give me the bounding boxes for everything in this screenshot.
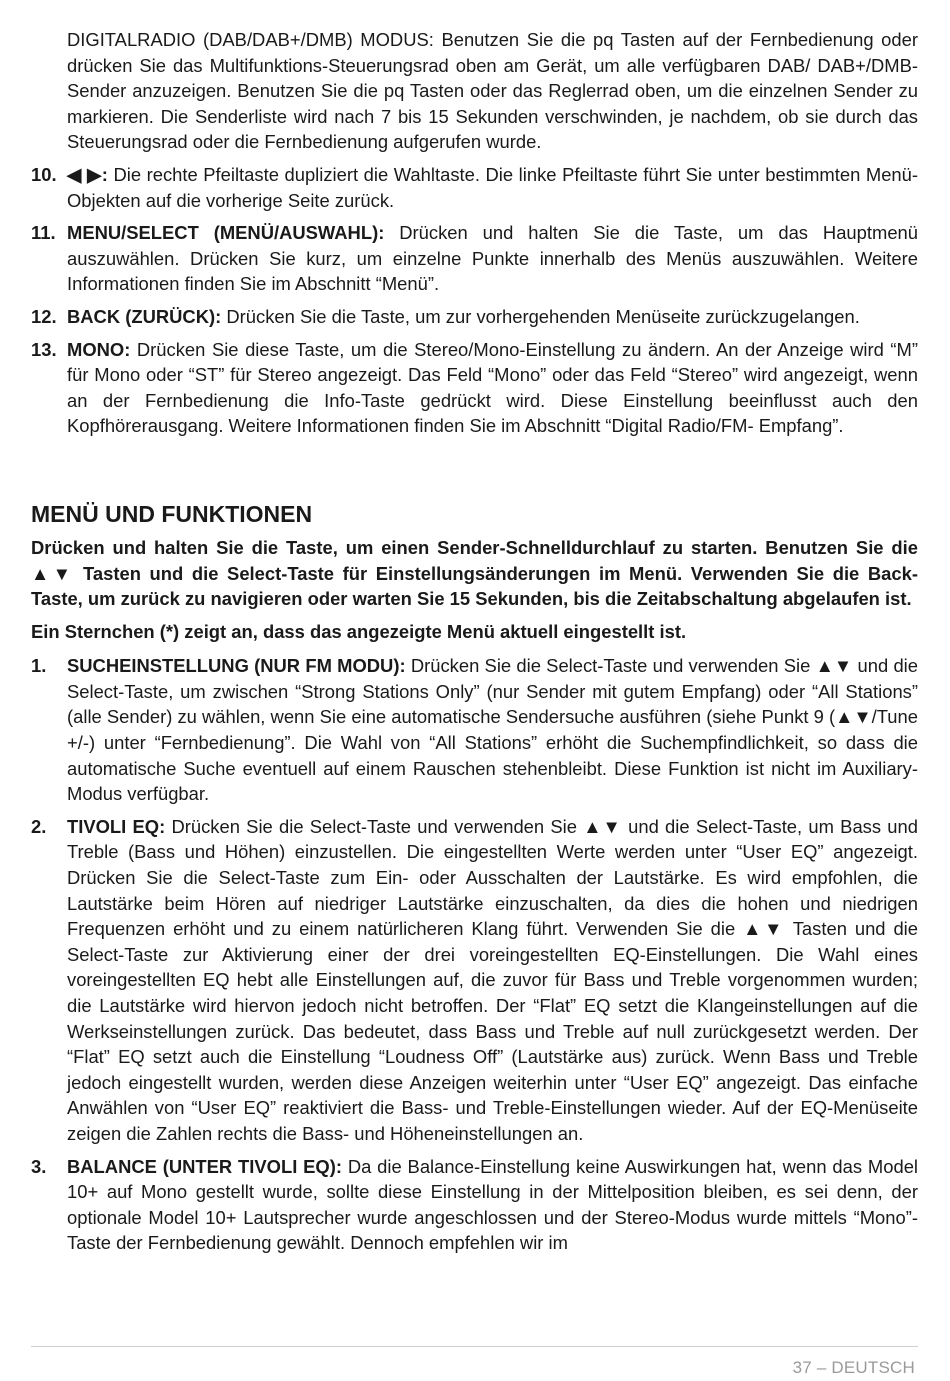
item-number: 2.	[31, 815, 47, 837]
list-menu	[31, 653, 918, 1256]
document-page	[31, 27, 918, 1263]
item-label: BALANCE (UNTER TIVOLI EQ):	[67, 1155, 342, 1177]
item-body	[67, 653, 918, 807]
item-text: Drücken Sie die Taste, um zur vorhergehenden Menüseite zurückzugelangen.	[221, 305, 860, 327]
item-number: 11.	[31, 222, 56, 244]
item-text: Drücken Sie die Select-Taste und verwenden Sie ▲▼ und die Select-Taste, um Bass und Treble (Bass und Höhen) einzustellen. Die eingestellten Werte werden unter “User EQ” angezeigt. Drücken Sie die Select-Taste zum Ein- oder Ausschalten der Lautstärke. Es wird empfohlen, die Lautstärke beim Hören auf niedriger Lautstärke einzuschalten, da dies die hohen und niedrigen Frequenzen erhöht und zu einem natürlicheren Klang führt. Verwenden Sie die ▲▼ Tasten und die Select-Taste zur Aktivierung einer der drei voreingestellten EQ-Einstellungen. Die Wahl eines voreingestellten EQ hebt alle Einstellungen auf, die zuvor für Bass und Treble vorgenommen wurden; die Lautstärke wird hiervon jedoch nicht betroffen. Der “Flat” EQ setzt die Klangeinstellungen auf die Werkseinstellungen zurück. Das bedeutet, dass Bass und Treble auf null zurückgesetzt werden. Der “Flat” EQ setzt auch die Einstellung “Loudness Off” (Lautstärke aus) zurück. Wenn Bass und Treble jedoch eingestellt wurden, werden diese Anzeigen weiterhin unter “User EQ” angezeigt. Das einfache Anwählen von “User EQ” reaktiviert die Bass- und Treble-Einstellungen wieder. Auf der EQ-Menüseite zeigen die Zahlen rechts die Bass- und Höheneinstellungen an.	[67, 815, 918, 1144]
intro-paragraph: Drücken und halten Sie die Taste, um einen Sender-Schnelldurchlauf zu starten. Benutzen Sie die ▲▼ Tasten und die Select-Taste für Einstellungsänderungen im Menü. Verwenden Sie die Back-Taste, um zurück zu navigieren oder warten Sie 15 Sekunden, bis die Zeitabschaltung abgelaufen ist.	[31, 536, 918, 610]
item-number: 10.	[31, 163, 57, 185]
item-body	[67, 814, 918, 1147]
item-body	[67, 1154, 918, 1256]
note-paragraph: Ein Sternchen (*) zeigt an, dass das angezeigte Menü aktuell eingestellt ist.	[31, 620, 687, 642]
item-label: MENU/SELECT (MENÜ/AUSWAHL):	[67, 222, 385, 244]
item-body	[67, 220, 918, 297]
item-text: Drücken und halten Sie die Taste, um das Hauptmenü auszuwählen. Drücken Sie kurz, um einzelne Punkte innerhalb des Menüs auszuwählen. Weitere Informationen finden Sie im Abschnitt “Menü”.	[67, 222, 919, 295]
item-number: 3.	[31, 1155, 47, 1177]
item-text: Drücken Sie die Select-Taste und verwenden Sie ▲▼ und die Select-Taste, um zwischen “Strong Stations Only” (nur Sender mit gutem Empfang) oder “All Stations” (alle Sender) zu wählen, wenn Sie eine automatische Sendersuche ausführen (siehe Punkt 9 (▲▼/Tune +/-) unter “Fernbedienung”. Die Wahl von “All Stations” erhöht die Suchempfindlichkeit, so dass die automatische Suche eventuell auf einem Rauschen stehenbleibt. Diese Funktion ist nicht im Auxiliary-Modus verfügbar.	[67, 655, 918, 805]
list-item	[31, 653, 918, 807]
list-item	[31, 337, 918, 439]
list-top	[31, 162, 918, 439]
item-body	[67, 162, 918, 213]
continuation-paragraph: DIGITALRADIO (DAB/DAB+/DMB) MODUS: Benutzen Sie die pq Tasten auf der Fernbedienung oder drücken Sie das Multifunktions-Steuerungsrad oben am Gerät, um alle verfügbaren DAB/ DAB+/DMB-Sender anzuzeigen. Benutzen Sie die pq Tasten oder das Reglerrad oben, um die einzelnen Sender zu markieren. Die Senderliste wird nach 7 bis 15 Sekunden verschwinden, je nachdem, ob sie durch das Steuerungsrad oder die Fernbedienung aufgerufen wurde.	[67, 29, 918, 153]
list-item	[31, 814, 918, 1147]
item-label: MONO:	[67, 338, 131, 360]
item-number: 1.	[31, 655, 47, 677]
list-item	[31, 220, 918, 297]
footer-divider	[31, 1346, 918, 1347]
list-item	[31, 304, 918, 330]
item-body	[67, 337, 918, 439]
section-heading: MENÜ UND FUNKTIONEN	[31, 500, 313, 527]
item-text: Drücken Sie diese Taste, um die Stereo/Mono-Einstellung zu ändern. An der Anzeige wird “M” für Mono oder “ST” für Stereo angezeigt. Das Feld “Mono” oder das Feld “Stereo” wird angezeigt, wenn an der Fernbedienung die Info-Taste gedrückt wird. Diese Einstellung beeinflusst auch den Kopfhörerausgang. Weitere Informationen finden Sie im Abschnitt “Digital Radio/FM- Empfang”.	[67, 338, 918, 437]
item-label: BACK (ZURÜCK):	[67, 305, 222, 327]
page-footer: 37 – DEUTSCH	[792, 1358, 915, 1377]
item-number: 12.	[31, 305, 57, 327]
item-text: Die rechte Pfeiltaste dupliziert die Wahltaste. Die linke Pfeiltaste führt Sie unter bestimmten Menü-Objekten auf die vorherige Seite zurück.	[67, 163, 918, 211]
item-number: 13.	[31, 338, 57, 360]
item-label: TIVOLI EQ:	[67, 815, 166, 837]
list-item	[31, 162, 918, 213]
item-text: Da die Balance-Einstellung keine Auswirkungen hat, wenn das Model 10+ auf Mono gestellt wurde, sollte diese Einstellung in der Mittelposition bleiben, es sei denn, der optionale Model 10+ Lautsprecher wurde angeschlossen und der Stereo-Modus wurde mittels “Mono”-Taste der Fernbedienung gewählt. Dennoch empfehlen wir im	[67, 1155, 919, 1254]
item-label: SUCHEINSTELLUNG (NUR FM MODU):	[67, 655, 406, 677]
item-label: ◀ ▶:	[67, 163, 108, 185]
item-body	[67, 304, 918, 330]
list-item	[31, 1154, 918, 1256]
